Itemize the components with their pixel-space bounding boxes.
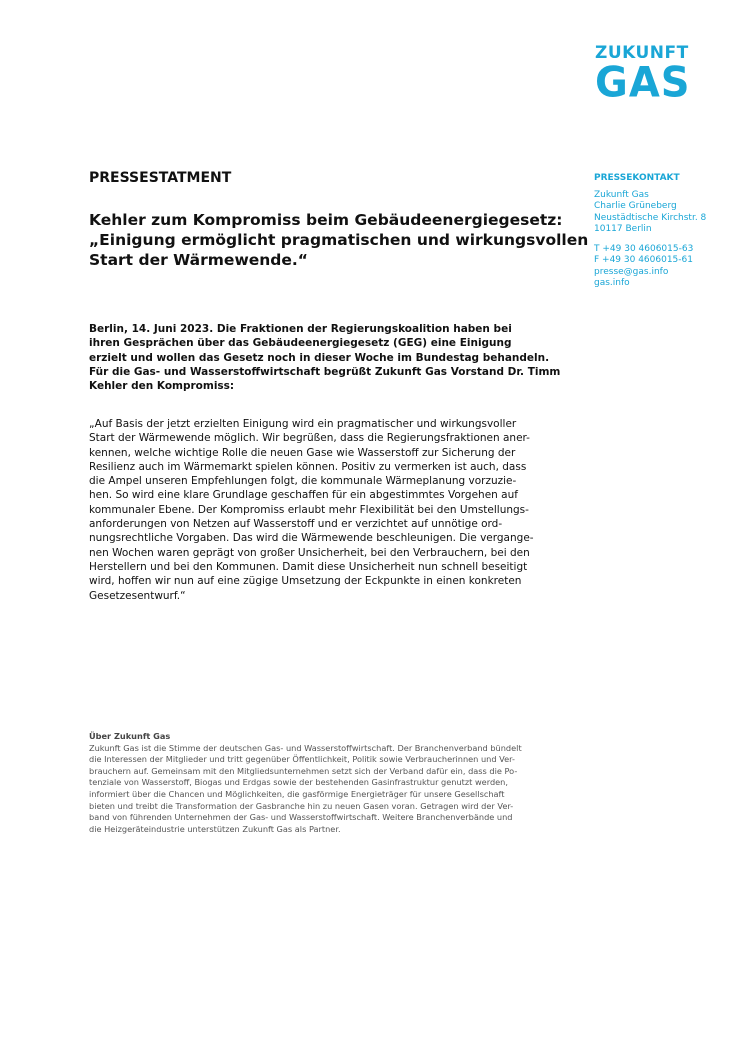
about-section <box>89 731 579 835</box>
about-line: bieten und treibt die Transformation der Gasbranche hin zu neuen Gasen voran. Getragen wird der Ver- <box>89 800 514 811</box>
lead-line: Für die Gas- und Wasserstoffwirtschaft begrüßt Zukunft Gas Vorstand Dr. Timm <box>89 365 561 378</box>
contact-street: Neustädtische Kirchstr. 8 <box>594 212 707 223</box>
quote-line: Gesetzesentwurf.“ <box>89 589 186 602</box>
about-line: die Heizgeräteindustrie unterstützen Zukunft Gas als Partner. <box>89 823 341 834</box>
about-line: die Interessen der Mitglieder und tritt gegenüber Öffentlichkeit, Politik sowie Verbraucherinnen und Ver- <box>89 754 515 765</box>
contact-website-link[interactable]: gas.info <box>594 278 630 288</box>
logo-line-zukunft: ZUKUNFT <box>595 43 689 63</box>
lead-line: Berlin, 14. Juni 2023. Die Fraktionen der Regierungskoalition haben bei <box>89 323 512 335</box>
about-title: Über Zukunft Gas <box>89 731 171 741</box>
headline-line: Start der Wärmewende.“ <box>89 251 308 269</box>
contact-fax: F +49 30 4606015-61 <box>594 255 693 265</box>
about-line: informiert über die Chancen und Möglichkeiten, die gasförmige Energieträger für unsere Gesellschaft <box>89 788 505 799</box>
quote-line: „Auf Basis der jetzt erzielten Einigung wird ein pragmatischer und wirkungsvoller <box>89 418 517 430</box>
quote-line: kommunaler Ebene. Der Kompromiss erlaubt mehr Flexibilität bei den Umstellungs- <box>89 503 529 516</box>
lead-line: ihren Gesprächen über das Gebäudeenergiegesetz (GEG) eine Einigung <box>89 337 512 350</box>
lead-line: Kehler den Kompromiss: <box>89 380 235 393</box>
about-line: brauchern auf. Gemeinsam mit den Mitgliedsunternehmen setzt sich der Verband dafür ein, dass die Po- <box>89 765 518 776</box>
document-type-heading: PRESSESTATMENT <box>89 170 232 186</box>
quote-line: Resilienz auch im Wärmemarkt spielen können. Positiv zu vermerken ist auch, dass <box>89 460 527 473</box>
quote-line: Start der Wärmewende möglich. Wir begrüßen, dass die Regierungsfraktionen aner- <box>89 432 530 445</box>
quote-line: hen. So wird eine klare Grundlage geschaffen für ein abgestimmtes Vorgehen auf <box>89 489 518 502</box>
about-line: tenziale von Wasserstoff, Biogas und Erdgas sowie der bestehenden Gasinfrastruktur genutzt werden, <box>89 777 508 788</box>
quote-line: wird, hoffen wir nun auf eine zügige Umsetzung der Eckpunkte in einen konkreten <box>89 575 522 588</box>
headline-line: „Einigung ermöglicht pragmatischen und wirkungsvollen <box>89 231 589 249</box>
quote-line: Herstellern und bei den Kommunen. Damit diese Unsicherheit nun schnell beseitigt <box>89 560 528 573</box>
press-contact <box>594 173 744 290</box>
about-line: Zukunft Gas ist die Stimme der deutschen Gas- und Wasserstoffwirtschaft. Der Branchenverband bündelt <box>89 742 522 753</box>
contact-person: Charlie Grüneberg <box>594 201 677 211</box>
quote-paragraph <box>89 417 579 603</box>
quote-line: kennen, welche wichtige Rolle die neuen Gase wie Wasserstoff zur Sicherung der <box>89 446 516 459</box>
lead-line: erzielt und wollen das Gesetz noch in dieser Woche im Bundestag behandeln. <box>89 351 550 364</box>
press-contact-title: PRESSEKONTAKT <box>594 173 680 183</box>
headline-line: Kehler zum Kompromiss beim Gebäudeenergiegesetz: <box>89 211 563 229</box>
contact-city: 10117 Berlin <box>594 224 652 234</box>
quote-line: die Ampel unseren Empfehlungen folgt, die kommunale Wärmeplanung vorzuzie- <box>89 475 517 488</box>
headline <box>89 210 589 270</box>
zukunft-gas-logo <box>595 43 695 108</box>
lead-paragraph <box>89 322 579 393</box>
contact-email-link[interactable]: presse@gas.info <box>594 266 669 277</box>
contact-organisation: Zukunft Gas <box>594 189 649 200</box>
quote-line: nen Wochen waren geprägt von großer Unsicherheit, bei den Verbrauchern, bei den <box>89 546 530 559</box>
logo-line-gas: GAS <box>595 58 691 108</box>
contact-phone: T +49 30 4606015-63 <box>594 243 694 254</box>
quote-line: nungsrechtliche Vorgaben. Das wird die Wärmewende beschleunigen. Die vergange- <box>89 532 534 545</box>
quote-line: anforderungen von Netzen auf Wasserstoff und er verzichtet auf unnötige ord- <box>89 518 503 531</box>
about-line: band von führenden Unternehmen der Gas- und Wasserstoffwirtschaft. Weitere Branchenverbände und <box>89 812 513 823</box>
